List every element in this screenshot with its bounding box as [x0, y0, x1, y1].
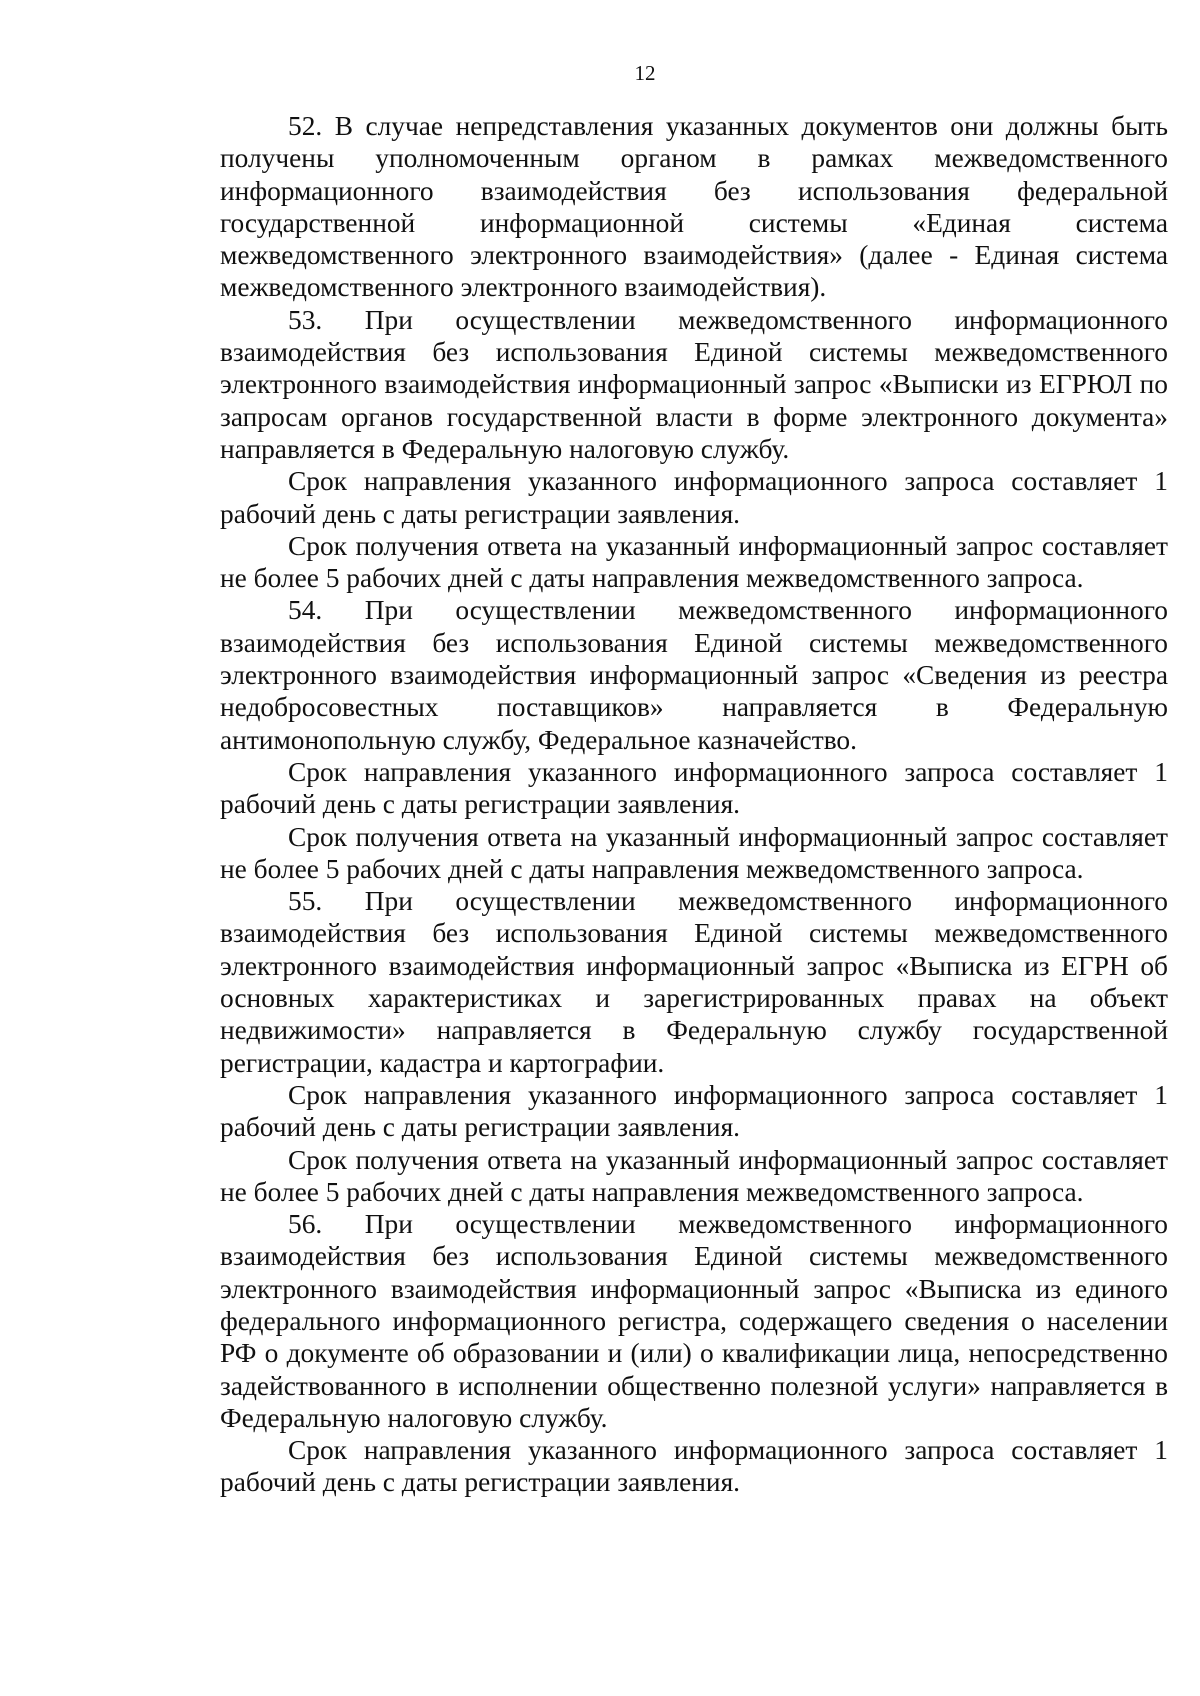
document-body: [220, 110, 1168, 1499]
paragraph-54: 54. При осуществлении межведомственного информационного взаимодействия без использования Единой системы межведомственного электронного взаимодействия информационный запрос «Сведения из реестра недобросовестных поставщиков» направляется в Федеральную антимонопольную службу, Федеральное казначейство.: [220, 595, 1168, 755]
paragraph-55: 55. При осуществлении межведомственного информационного взаимодействия без использования Единой системы межведомственного электронного взаимодействия информационный запрос «Выписка из ЕГРН об основных характеристиках и зарегистрированных правах на объект недвижимости» направляется в Федеральную службу государственной регистрации, кадастра и картографии.: [220, 886, 1168, 1078]
paragraph-53-response-term: Срок получения ответа на указанный информационный запрос составляет не более 5 рабочих дней с даты направления межведомственного запроса.: [220, 530, 1168, 594]
paragraph-56-request-term: Срок направления указанного информационного запроса составляет 1 рабочий день с даты регистрации заявления.: [220, 1435, 1168, 1498]
paragraph-55-response-term: Срок получения ответа на указанный информационный запрос составляет не более 5 рабочих дней с даты направления межведомственного запроса.: [220, 1144, 1168, 1207]
paragraph-56: 56. При осуществлении межведомственного информационного взаимодействия без использования Единой системы межведомственного электронного взаимодействия информационный запрос «Выписка из единого федерального информационного регистра, содержащего сведения о населении РФ о документе об образовании и (или) о квалификации лица, непосредственно задействованного в исполнении общественно полезной услуги» направляется в Федеральную налоговую службу.: [220, 1209, 1168, 1433]
page-number: 12: [634, 61, 656, 85]
paragraph-54-request-term: Срок направления указанного информационного запроса составляет 1 рабочий день с даты регистрации заявления.: [220, 756, 1168, 820]
paragraph-55-request-term: Срок направления указанного информационного запроса составляет 1 рабочий день с даты регистрации заявления.: [220, 1079, 1168, 1143]
paragraph-54-response-term: Срок получения ответа на указанный информационный запрос составляет не более 5 рабочих дней с даты направления межведомственного запроса.: [220, 821, 1168, 884]
paragraph-53: 53. При осуществлении межведомственного информационного взаимодействия без использования Единой системы межведомственного электронного взаимодействия информационный запрос «Выписки из ЕГРЮЛ по запросам органов государственной власти в форме электронного документа» направляется в Федеральную налоговую службу.: [220, 304, 1168, 464]
paragraph-53-request-term: Срок направления указанного информационного запроса составляет 1 рабочий день с даты регистрации заявления.: [220, 466, 1168, 529]
paragraph-52: 52. В случае непредставления указанных документов они должны быть получены уполномоченным органом в рамках межведомственного информационного взаимодействия без использования федеральной государственной информационной системы «Единая система межведомственного электронного взаимодействия» (далее - Единая система межведомственного электронного взаимодействия).: [220, 111, 1168, 303]
